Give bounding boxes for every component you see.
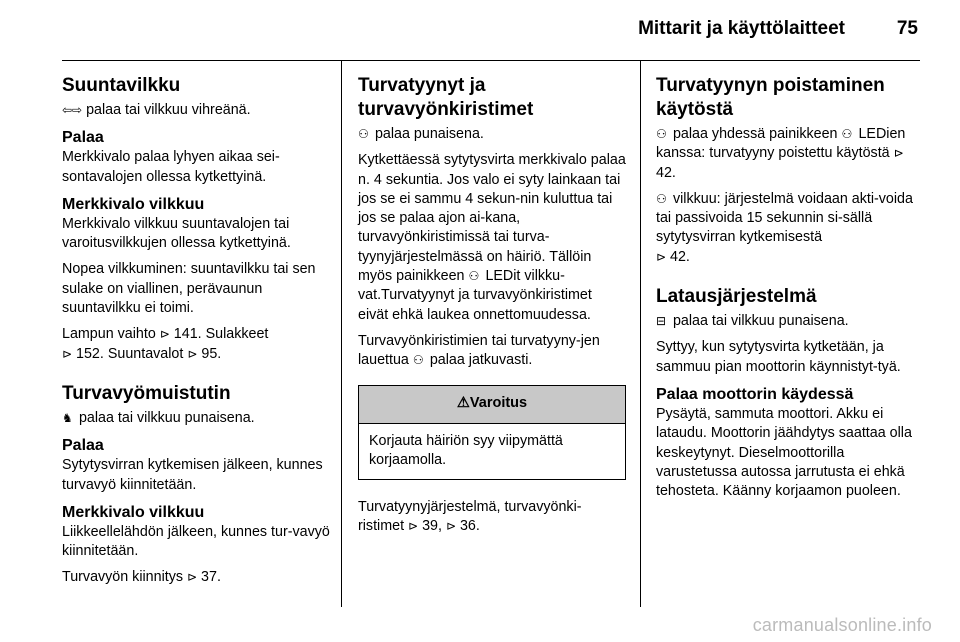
ref-arrow-icon[interactable]: ⊳ (187, 570, 198, 585)
paragraph-airbag-refs (358, 498, 626, 537)
subheading-engine-running: Palaa moottorin käydessä (656, 385, 854, 403)
ref-text-d: 95. (197, 345, 222, 362)
paragraph-airbag-1 (358, 151, 626, 325)
subheading-palaa-2: Palaa (62, 437, 104, 455)
paragraph-text: palaa yhdessä painikkeen (669, 126, 842, 142)
page-header (0, 18, 960, 48)
ref-arrow-icon[interactable]: ⊳ (159, 327, 170, 342)
column-divider-1 (341, 61, 342, 607)
page-number: 75 (896, 18, 918, 39)
warning-box (358, 385, 626, 481)
charging-lead-text: palaa tai vilkkuu punaisena. (669, 313, 849, 330)
airbag-lead (358, 125, 626, 144)
section-title-charging-system: Latausjärjestelmä (656, 286, 817, 308)
paragraph-palaa-2: Sytytysvirran kytkemisen jälkeen, kunnes turvavyö kiinnitetään. (62, 457, 323, 493)
turn-signal-icon: ⇦⇨ (62, 103, 83, 117)
ref-arrow-icon[interactable]: ⊳ (187, 346, 198, 361)
turn-signal-lead-text: palaa tai vilkkuu vihreänä. (82, 102, 251, 118)
airbag-deactivation-icon: ⚇ (656, 191, 667, 206)
warning-header (359, 386, 625, 424)
column-3 (656, 74, 922, 508)
paragraph-airbag-2 (358, 332, 626, 371)
ref-arrow-icon[interactable]: ⊳ (656, 249, 667, 264)
section-title-airbags: Turvatyynyt ja turvavyönkiristimet (358, 75, 534, 120)
paragraph-text: LEDien kanssa: turvatyyny poistettu käytöstä (656, 126, 906, 162)
ref-text: 37. (197, 569, 221, 586)
paragraph-deactivation-2 (656, 190, 922, 267)
paragraph-deactivation-1 (656, 125, 922, 183)
column-1 (62, 74, 334, 595)
ref-text: 36. (456, 518, 480, 535)
header-divider (62, 60, 920, 61)
paragraph-text: palaa jatkuvasti. (425, 352, 533, 369)
watermark: carmanualsonline.info (752, 615, 932, 635)
ref-text: 42. (656, 164, 676, 181)
subheading-vilkkuu-2: Merkkivalo vilkkuu (62, 503, 205, 521)
ref-arrow-icon[interactable]: ⊳ (445, 519, 456, 534)
ref-arrow-icon[interactable]: ⊳ (62, 346, 73, 361)
ref-arrow-icon[interactable]: ⊳ (893, 146, 904, 161)
ref-text: 39, (418, 518, 446, 535)
section-title-airbag-deactivation: Turvatyynyn poistaminen käytöstä (656, 75, 885, 120)
paragraph-vilkkuu-1: Merkkivalo vilkkuu suuntavalojen tai varoitusvilkkujen ollessa kytkettyinä. (62, 215, 291, 252)
section-title-turn-signal: Suuntavilkku (62, 75, 181, 96)
column-2 (358, 74, 626, 544)
column-divider-2 (640, 61, 641, 607)
ref-arrow-icon[interactable]: ⊳ (408, 519, 419, 534)
paragraph-palaa-1: Merkkivalo palaa lyhyen aikaa sei-sontavalojen ollessa kytkettyinä. (62, 149, 280, 185)
ref-text-b: 141. Sulakkeet (169, 326, 269, 343)
paragraph-charging: Syttyy, kun sytytysvirta kytketään, ja sammuu pian moottorin käynnistyt-tyä. (656, 339, 901, 375)
turn-signal-lead (62, 101, 334, 120)
subheading-vilkkuu-1: Merkkivalo vilkkuu (62, 195, 205, 213)
section-title-seatbelt-reminder: Turvavyömuistutin (62, 382, 231, 404)
paragraph-text: LEDit vilkku-vat.Turvatyynyt ja turvavyönkiristimet eivät ehkä laukea onnettomuudessa. (358, 268, 592, 323)
battery-icon: ⊟ (656, 314, 667, 329)
charging-lead (656, 312, 922, 331)
ref-text: Turvavyön kiinnitys (62, 569, 188, 586)
airbag-lead-text: palaa punaisena. (371, 126, 484, 142)
header-title: Mittarit ja käyttölaitteet (638, 18, 845, 39)
subheading-palaa-1: Palaa (62, 129, 104, 147)
ref-text-a: Lampun vaihto (62, 326, 160, 343)
ref-text: 42. (666, 248, 690, 265)
paragraph-engine-running: Pysäytä, sammuta moottori. Akku ei lataudu. Moottorin jäähdytys saattaa olla keskeytynyt. Dieselmoottorilla varustetussa autossa jarrutusta ei ehkä tehosteta. Käänny korjaamon puoleen. (656, 405, 912, 500)
warning-body: Korjauta häiriön syy viipymättä korjaamolla. (369, 432, 563, 468)
airbag-deactivation-icon: ⚇ (468, 269, 480, 284)
paragraph-text: Kytkettäessä sytytysvirta merkkivalo palaa n. 4 sekuntia. Jos valo ei syty lainkaan tai jos se ei sammu 4 sekun-nin kuluttua tai jos se palaa ajon ai-kana, turvavyönkiristimissä tai turva-tyynyjärjestelmässä on häiriö. Tällöin myös painikkeen (358, 152, 626, 285)
airbag-icon: ⚇ (412, 353, 424, 368)
ref-text-c: 152. Suuntavalot (72, 345, 188, 362)
seatbelt-lead-text: palaa tai vilkkuu punaisena. (75, 409, 255, 426)
paragraph-text: vilkkuu: järjestelmä voidaan akti-voida tai passivoida 15 sekunnin si-sällä sytytysvirran kytkemisestä (656, 190, 913, 246)
paragraph-seatbelt-ref (62, 568, 334, 587)
seatbelt-lead (62, 409, 334, 428)
paragraph-vilkkuu-2: Liikkeellelähdön jälkeen, kunnes tur-vavyö kiinnitetään. (62, 523, 330, 560)
airbag-deactivation-icon: ⚇ (841, 127, 853, 141)
warning-title: Varoitus (469, 395, 528, 412)
seatbelt-icon: ♞ (62, 410, 73, 425)
warning-icon: ⚠ (456, 395, 470, 412)
ref-text: Turvatyynyjärjestelmä, turvavyönki-ristimet (358, 499, 582, 535)
paragraph-fast-blink: Nopea vilkkuminen: suuntavilkku tai sen sulake on viallinen, perävaunun suuntavilkku ei toimi. (62, 261, 316, 317)
paragraph-text: Turvavyönkiristimien tai turvatyyny-jen lauettua (358, 332, 600, 369)
paragraph-references (62, 325, 334, 364)
airbag-icon: ⚇ (358, 127, 369, 141)
airbag-deactivation-icon: ⚇ (656, 127, 667, 141)
